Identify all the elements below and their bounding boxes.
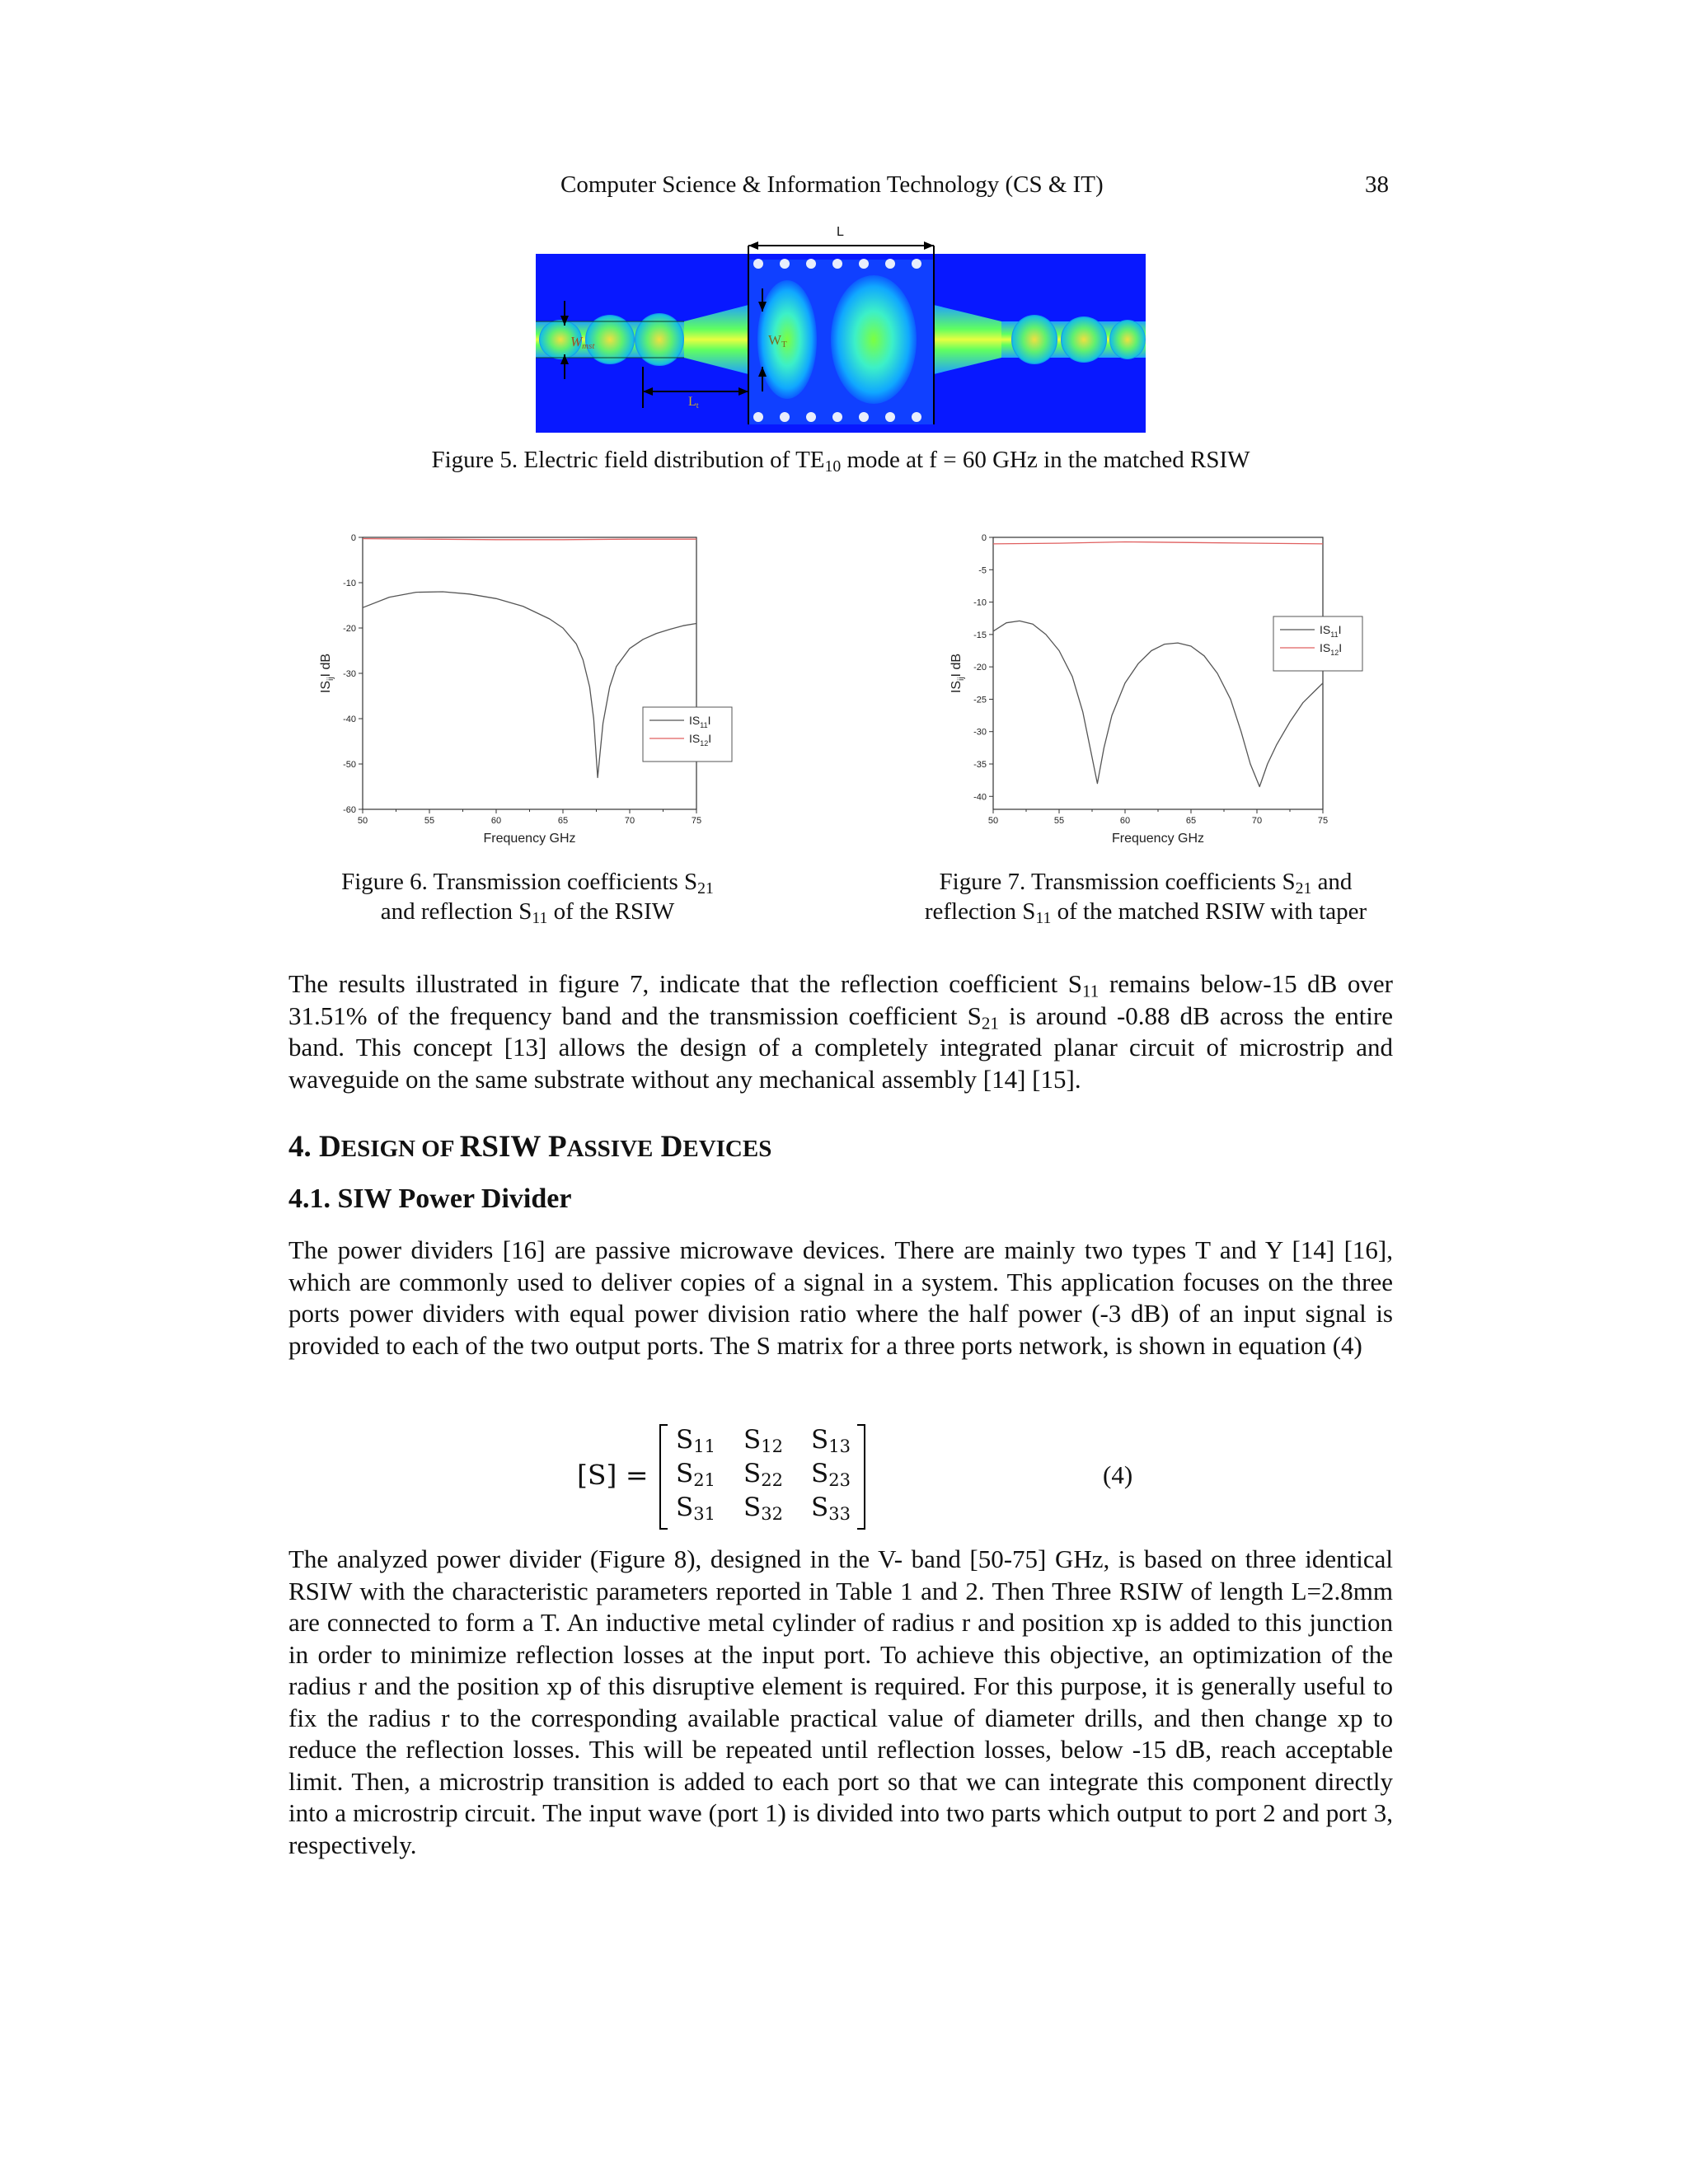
y-tick-label: -10 [343, 579, 356, 588]
y-tick-label: -40 [343, 715, 356, 724]
x-tick-label: 70 [624, 816, 635, 826]
legend-box [1273, 616, 1362, 671]
matrix-entry: S23 [811, 1459, 851, 1490]
series-line-s12 [993, 542, 1323, 544]
matrix-entry: S13 [811, 1425, 851, 1456]
matrix-entry: S31 [676, 1493, 715, 1524]
x-tick-label: 50 [987, 816, 999, 826]
y-tick-label: -35 [973, 760, 987, 770]
paragraph-power-dividers: The power dividers [16] are passive microwave devices. There are mainly two types T and Y [14] [16], which are commonly used to deliver copies of a signal in a system. This application focuses on the three ports power dividers with equal power division ratio where the half power (-3 dB) of an input signal is provided to each of the two output ports. The S matrix for a three ports network, is shown in equation (4) [288, 1235, 1393, 1360]
y-axis-label: $IS_{ij}I$ dB [950, 653, 966, 694]
y-tick-label: -50 [343, 760, 356, 770]
y-tick-label: -20 [343, 624, 356, 634]
x-tick-label: 65 [557, 816, 569, 826]
y-tick-label: -30 [343, 669, 356, 679]
section-4-heading: 4. DESIGN OF RSIW PASSIVE DEVICES [288, 1130, 772, 1164]
section-4-1-heading: 4.1. SIW Power Divider [288, 1183, 572, 1214]
x-tick-label: 60 [490, 816, 502, 826]
figure-5-label-lt: Lt [688, 395, 699, 410]
figure-5-label-length: L [837, 225, 844, 239]
legend-box [643, 707, 732, 762]
x-tick-label: 55 [424, 816, 435, 826]
paragraph-analyzed-divider: The analyzed power divider (Figure 8), designed in the V- band [50-75] GHz, is based on three identical RSIW with the characteristic parameters reported in Table 1 and 2. Then Three RSIW of length L=2.8mm are connected to form a T. An inductive metal cylinder of radius r and position xp is added to this junction in order to minimize reflection losses at the input port. To achieve this objective, an optimization of the radius r and the position xp of this disruptive element is required. For this purpose, it is generally useful to fix the radius r to the corresponding available practical value of diameter drills, and then change xp to reduce the reflection losses. This will be repeated until reflection losses, below -15 dB, reach acceptable limit. Then, a microstrip transition is added to each port so that we can integrate this component directly into a microstrip circuit. The input wave (port 1) is divided into two parts which output to port 2 and port 3, respectively. [288, 1544, 1393, 1859]
figure-5-field-image [536, 223, 1146, 433]
matrix-entry: S33 [811, 1493, 851, 1524]
legend-label: $IS_{11}I$ [1320, 623, 1342, 639]
y-tick-label: 0 [981, 533, 987, 543]
series-line-s12 [363, 539, 696, 540]
running-header-journal: Computer Science & Information Technology (CS & IT) [560, 171, 1104, 198]
paragraph-results: The results illustrated in figure 7, indicate that the reflection coefficient $S_{11}$ remains below-15 dB over 31.51% of the frequency band and the transmission coefficient $S_{21}$ is around -0.88 dB across the entire band. This concept [13] allows the design of a completely integrated planar circuit of microstrip and waveguide on the same substrate without any mechanical assembly [14] [15]. [288, 969, 1394, 1094]
x-tick-label: 60 [1119, 816, 1131, 826]
y-tick-label: -15 [973, 630, 987, 640]
y-axis-label: $IS_{ij}I$ dB [319, 653, 335, 694]
legend-label: $IS_{12}I$ [1320, 641, 1343, 657]
y-tick-label: -30 [973, 727, 987, 738]
figure-5-caption: Figure 5. Electric field distribution of $TE_{10}$ mode at f = 60 GHz in the matched RSIW [431, 447, 1250, 476]
figure-7-caption: Figure 7. Transmission coefficients $S_{21}$ and reflection $S_{11}$ of the matched RSIW with taper [924, 869, 1367, 927]
figure-6-caption: Figure 6. Transmission coefficients $S_{21}$ and reflection $S_{11}$ of the RSIW [341, 869, 714, 927]
y-tick-label: -10 [973, 598, 987, 608]
x-tick-label: 75 [1317, 816, 1329, 826]
matrix-entry: S22 [743, 1459, 783, 1490]
equation-4 [577, 1422, 907, 1533]
equation-number: (4) [1103, 1460, 1133, 1489]
figure-5-label-wmst: Wmst [570, 334, 595, 351]
plot-frame [363, 537, 696, 809]
y-tick-label: -25 [973, 695, 987, 705]
page-number: 38 [1365, 171, 1389, 198]
matrix-entry: S12 [743, 1425, 783, 1456]
x-tick-label: 55 [1053, 816, 1065, 826]
y-tick-label: -60 [343, 805, 356, 815]
matrix-entry: S11 [676, 1425, 715, 1456]
matrix-entry: S32 [743, 1493, 783, 1524]
figure-5-label-wt: WT [768, 332, 787, 349]
x-tick-label: 70 [1251, 816, 1263, 826]
matrix-entry: S21 [676, 1459, 715, 1490]
y-tick-label: 0 [350, 533, 356, 543]
x-tick-label: 75 [691, 816, 702, 826]
legend-label: $IS_{11}I$ [689, 714, 711, 729]
figure-6-chart [305, 527, 750, 853]
x-axis-label: Frequency GHz [1111, 832, 1205, 846]
equation-lhs: [S] = [577, 1459, 649, 1491]
y-tick-label: -20 [973, 663, 987, 673]
figure-7-chart [935, 527, 1364, 853]
x-axis-label: Frequency GHz [483, 832, 576, 846]
y-tick-label: -40 [973, 792, 987, 803]
y-tick-label: -5 [978, 565, 987, 576]
plot-frame [993, 537, 1323, 809]
x-tick-label: 65 [1185, 816, 1197, 826]
x-tick-label: 50 [357, 816, 368, 826]
legend-label: $IS_{12}I$ [689, 732, 712, 748]
